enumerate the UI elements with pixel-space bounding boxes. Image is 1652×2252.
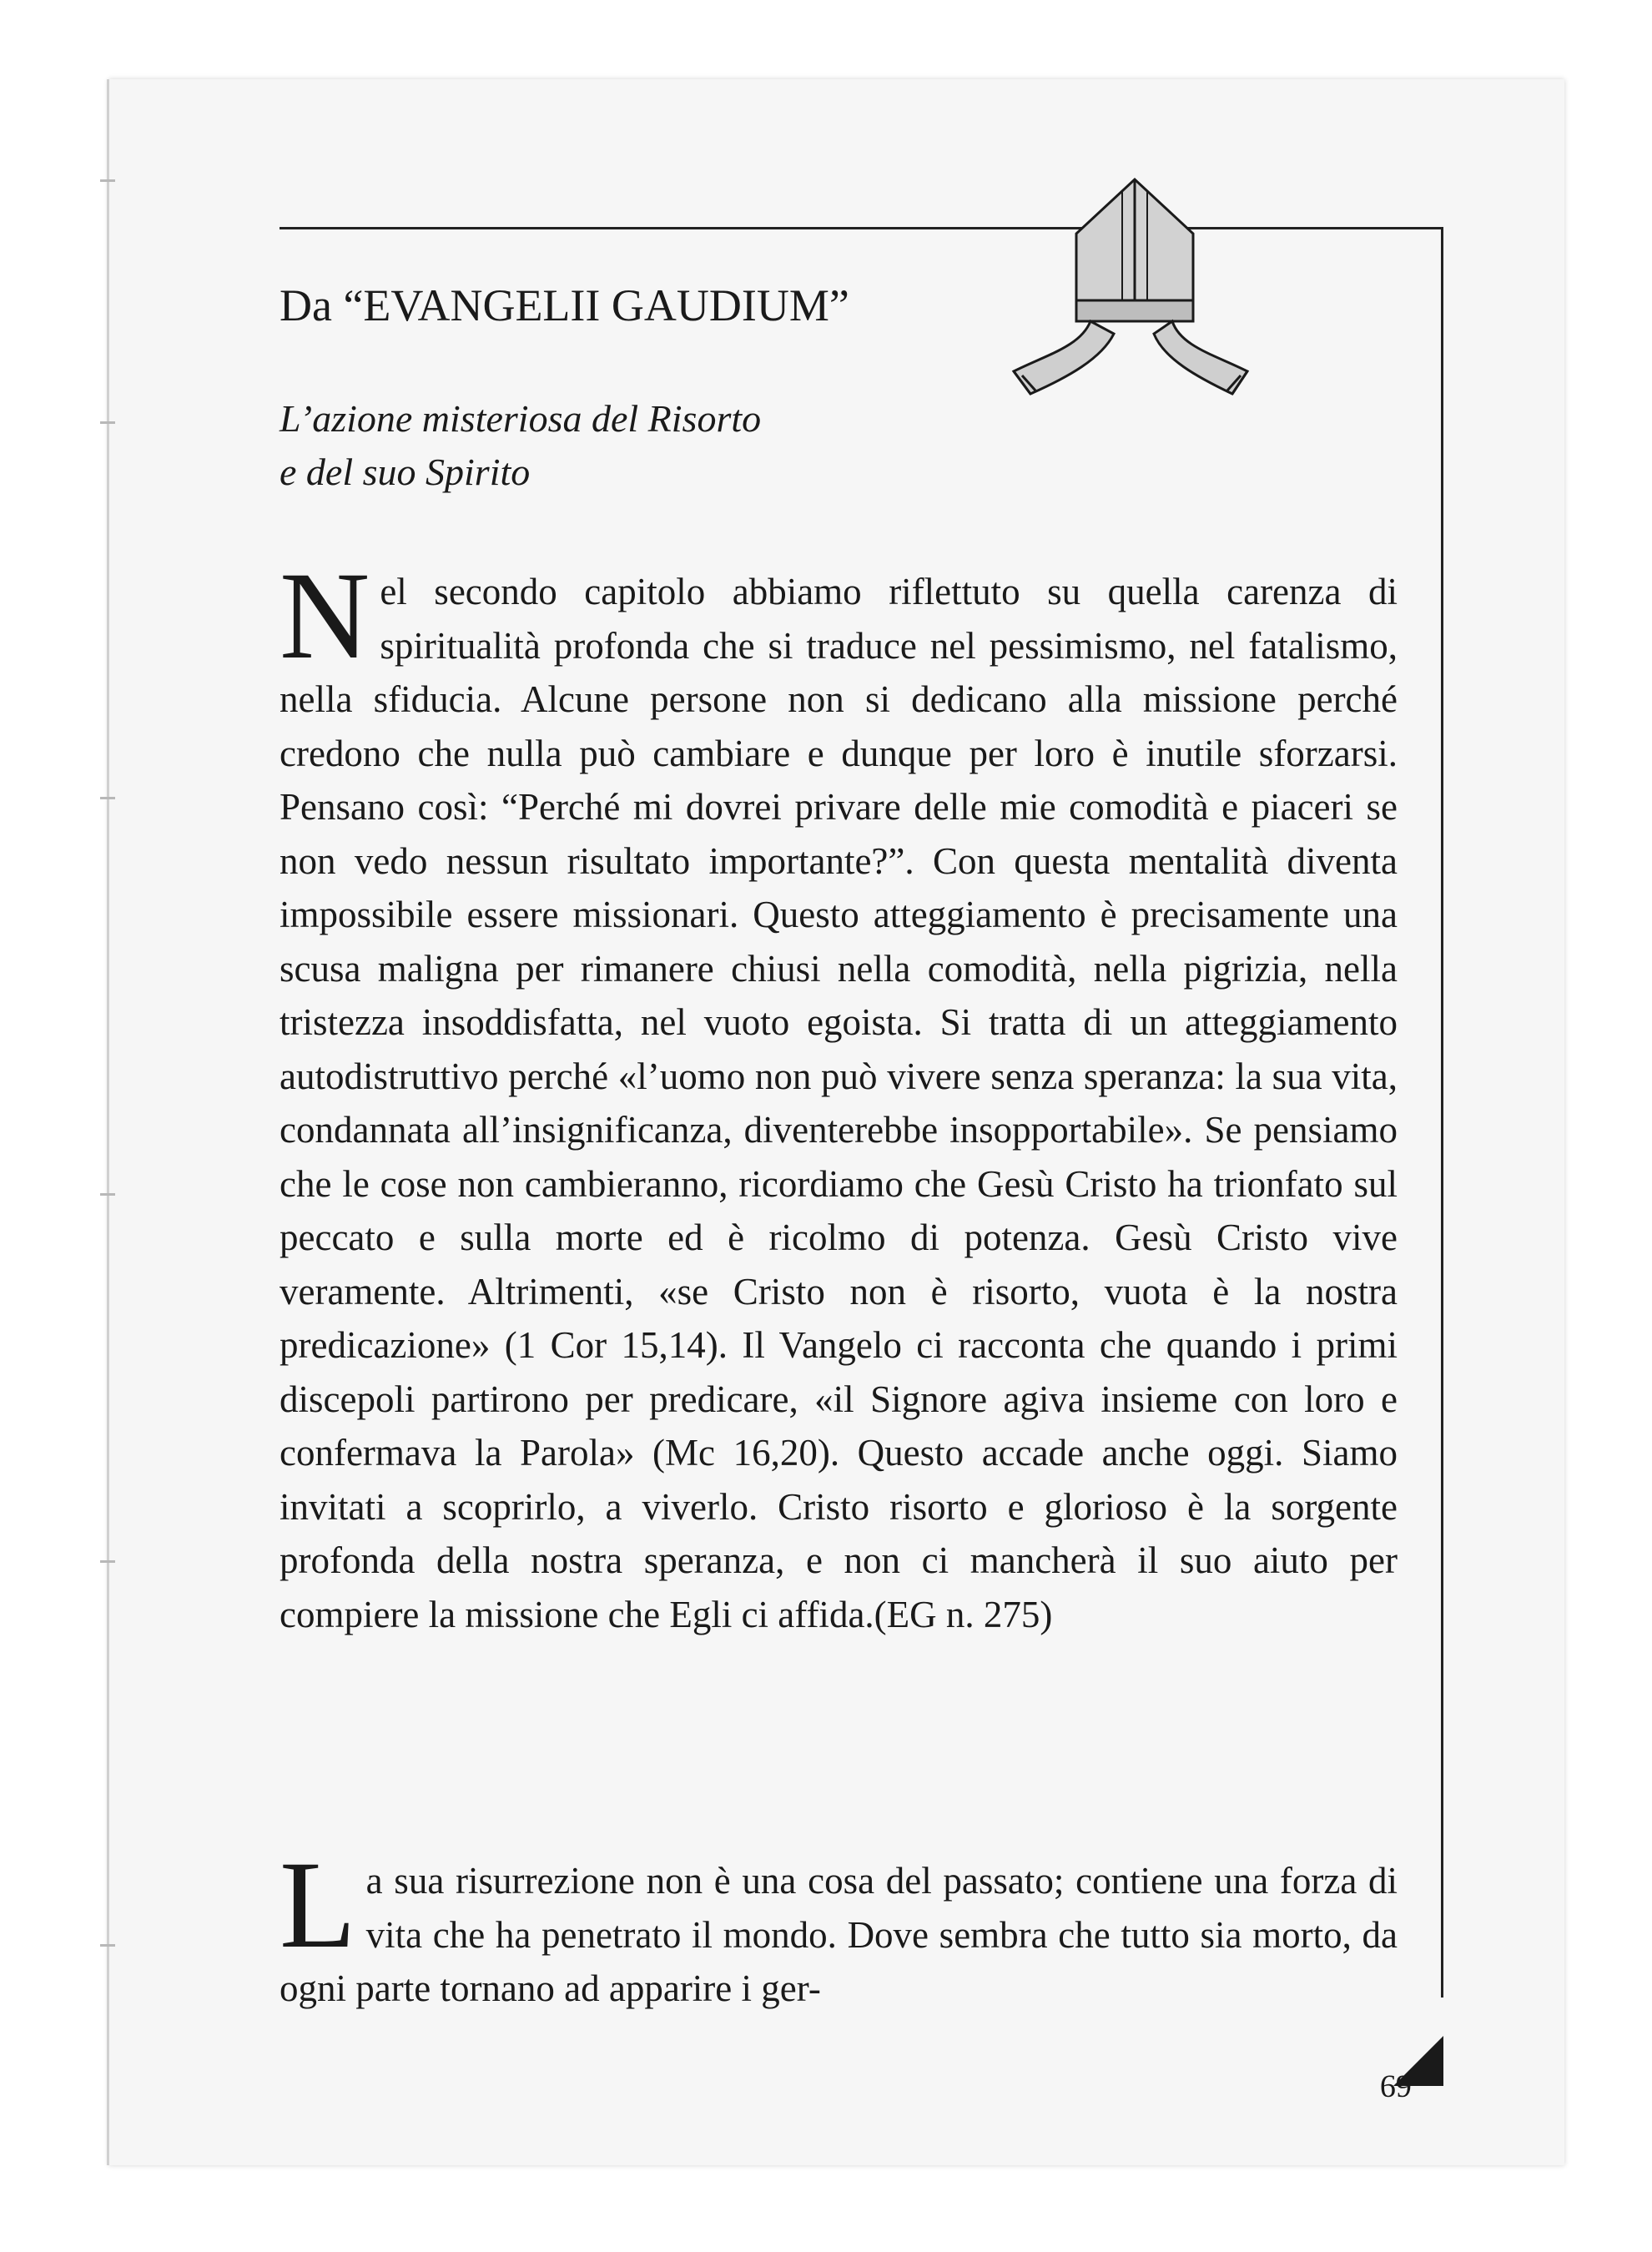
binding-stitch bbox=[100, 421, 115, 424]
binding-stitch bbox=[100, 1944, 115, 1947]
binding-stitch bbox=[100, 1193, 115, 1196]
subtitle-line: e del suo Spirito bbox=[280, 451, 531, 493]
paragraph-text: a sua risurrezione non è una cosa del passato; contiene una forza di vita che ha penetrato il mondo. Dove sembra che tutto sia morto, da ogni parte tornano ad apparire i ger- bbox=[280, 1860, 1398, 2009]
binding-stitch bbox=[100, 1560, 115, 1563]
drop-cap: L bbox=[280, 1836, 356, 1974]
mitre-icon bbox=[997, 175, 1272, 401]
paragraph-text: el secondo capitolo abbiamo riflettuto su quella carenza di spiritualità profonda che si traduce nel pessimismo, nel fatalismo, nella sfiducia. Alcune persone non si dedicano alla missione perché credono che nulla può cambiare e dunque per loro è inutile sforzarsi. Pensano così: “Perché mi dovrei privare delle mie comodità e piaceri se non vedo nessun risultato importante?”. Con questa mentalità diventa impossibile essere missionari. Questo atteggiamento è precisamente una scusa maligna per rimanere chiusi nella comodità, nella pigrizia, nella tristezza insoddisfatta, nel vuoto egoista. Si tratta di un atteggiamento autodistruttivo perché «l’uomo non può vivere senza speranza: la sua vita, condannata all’insignificanza, diventerebbe insopportabile». Se pensiamo che le cose non cambieranno, ricordiamo che Gesù Cristo ha trionfato sul peccato e sulla morte ed è ricolmo di potenza. Gesù Cristo vive veramente. Altrimenti, «se Cristo non è risorto, vuota è la nostra predicazione» (1 Cor 15,14). Il Vangelo ci racconta che quando i primi discepoli partirono per predicare, «il Signore agiva insieme con loro e confermava la Parola» (Mc 16,20). Questo accade anche oggi. Siamo invitati a scoprirlo, a viverlo. Cristo risorto e glorioso è la sorgente profonda della nostra speranza, e non ci mancherà il suo aiuto per compiere la missione che Egli ci affida.(EG n. 275) bbox=[280, 571, 1398, 1635]
body-paragraph bbox=[280, 1836, 1398, 2016]
drop-cap: N bbox=[280, 547, 370, 685]
binding-spine bbox=[107, 79, 109, 2165]
body-paragraph bbox=[280, 547, 1398, 1641]
binding-stitch bbox=[100, 797, 115, 799]
page-title: Da “EVANGELII GAUDIUM” bbox=[280, 280, 849, 330]
frame-right-rule bbox=[1441, 227, 1443, 1998]
section-subtitle bbox=[280, 392, 1030, 499]
binding-stitch bbox=[100, 179, 115, 182]
page-number: 69 bbox=[1380, 2068, 1412, 2103]
subtitle-line: L’azione misteriosa del Risorto bbox=[280, 397, 762, 440]
